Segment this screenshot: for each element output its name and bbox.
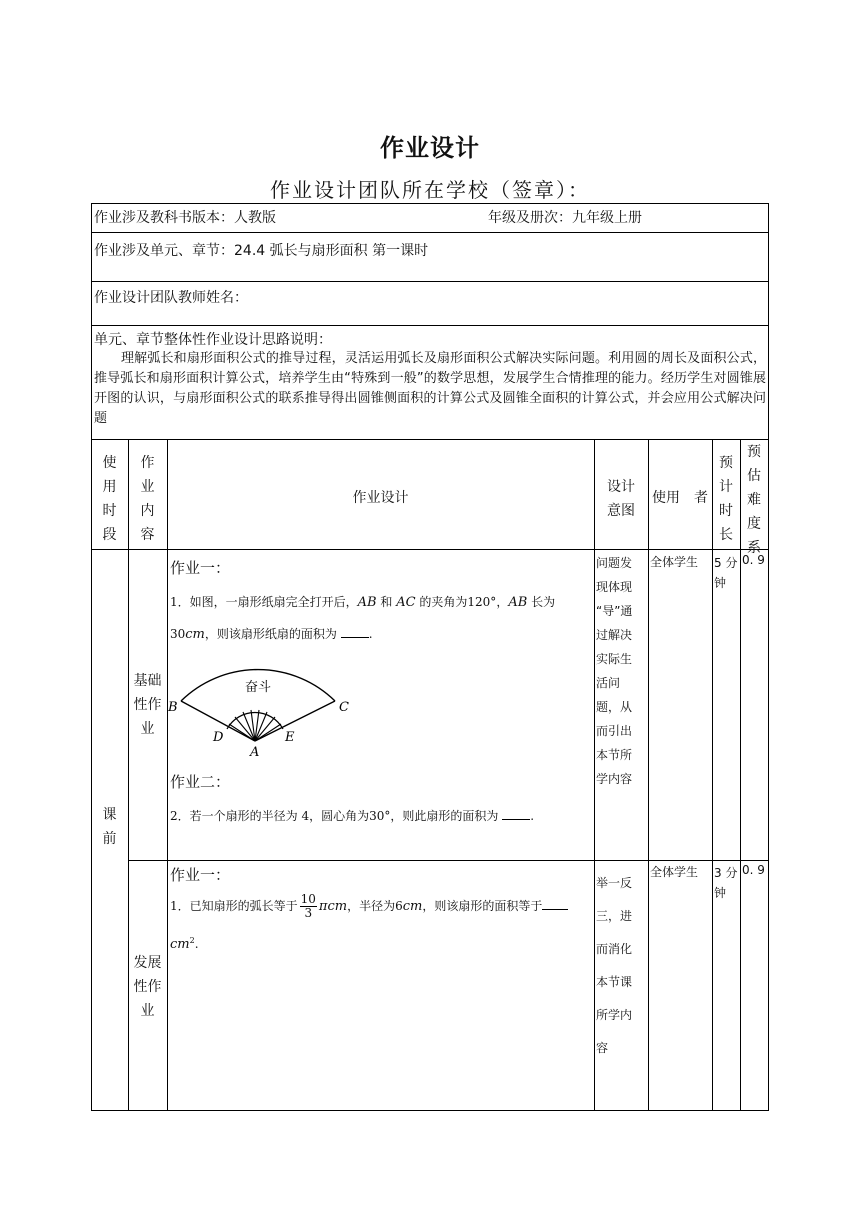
table-border-bottom [91,1110,769,1111]
homework-table [91,203,769,1111]
develop-hw1-title: 作业一： [170,866,231,884]
point-c: C [339,700,349,715]
basic-q1: 1．如图，一扇形纸扇完全打开后，AB 和 AC 的夹角为120°，AB 长为 [170,595,556,610]
overview-heading: 单元、章节整体性作业设计思路说明： [94,332,332,348]
fan-edge-ac [255,701,335,741]
develop-q1: 1．已知扇形的弧长等于 $\frac{10}{3}$ πcm，半径为6cm，则该扇形的面积等于 [170,889,592,924]
answer-blank[interactable] [502,807,530,820]
develop-user: 全体学生 [650,865,699,879]
school-signature-line: 作业设计团队所在学校（签章）： [270,178,590,202]
fan-figure [167,661,367,761]
header-user: 使用 者 [652,490,708,506]
basic-user: 全体学生 [650,555,699,569]
row-divider [128,860,769,861]
row-divider [91,549,769,550]
table-border-right [768,203,769,1111]
page-title: 作业设计 [380,134,480,162]
basic-q2: 2．若一个扇形的半径为 4，圆心角为30°，则此扇形的面积为 . [170,809,535,823]
table-border-left [91,203,92,1111]
header-design: 作业设计 [352,490,409,506]
point-e: E [285,730,295,745]
basic-homework-label: 基础 性作 业 [133,673,162,737]
header-period: 使 用 时 段 [102,455,117,543]
answer-blank[interactable] [341,625,369,638]
row-divider [91,325,769,326]
answer-blank[interactable] [542,897,568,910]
row-divider [91,232,769,233]
develop-homework-label: 发展 性作 业 [133,955,162,1019]
develop-time: 3 分 钟 [714,866,738,900]
col-divider [167,439,168,1111]
header-difficulty: 预 估 难 度 系 [747,444,761,556]
header-intent: 设计 意图 [607,479,635,519]
col-divider [594,439,595,1111]
point-b: B [168,700,178,715]
fan-ribs [229,710,281,741]
teacher-names: 作业设计团队教师姓名： [94,290,248,306]
point-d: D [213,730,224,745]
header-content: 作 业 内 容 [140,455,155,543]
develop-intent: 举一反 三，进 而消化 本节课 所学内 容 [596,876,633,1055]
basic-time: 5 分 钟 [714,556,738,590]
row-divider [91,439,769,440]
basic-q1-line2: 30cm，则该扇形纸扇的面积为 . [170,627,373,642]
overview-body: 理解弧长和扇形面积公式的推导过程，灵活运用弧长及扇形面积公式解决实际问题。利用圆的周长及面积公式，推导弧长和扇形面积计算公式，培养学生由“特殊到一般”的数学思想，发展学生合情推理的能力。经历学生对圆锥展开图的认识，与扇形面积公式的联系推导得出圆锥侧面积的计算公式及圆锥全面积的计算公式，并会应用公式解决问题 [94,351,766,426]
grade-volume: 年级及册次：九年级上册 [488,210,642,226]
basic-intent: 问题发 现体现 “导”通 过解决 实际生 活问 题，从 而引出 本节所 学内容 [596,556,633,786]
point-a: A [250,745,260,760]
table-border-top [91,203,769,204]
basic-hw1-title: 作业一： [170,559,231,577]
period-before-class: 课 前 [102,807,117,847]
develop-q1-line2: $cm^2$. [170,936,199,952]
textbook-version: 作业涉及教科书版本：人教版 [94,210,276,226]
develop-difficulty: 0. 9 [742,863,765,877]
unit-chapter: 作业涉及单元、章节：24.4 弧长与扇形面积 第一课时 [94,243,429,259]
fraction: $\frac{10}{3}$ [300,892,316,920]
fan-label: 奋斗 [245,680,272,695]
row-divider [91,281,769,282]
fan-inner-arc [227,712,283,729]
col-divider [648,439,649,1111]
header-time: 预 计 时 长 [719,455,733,543]
basic-difficulty: 0. 9 [742,553,765,567]
basic-hw2-title: 作业二： [170,773,231,791]
